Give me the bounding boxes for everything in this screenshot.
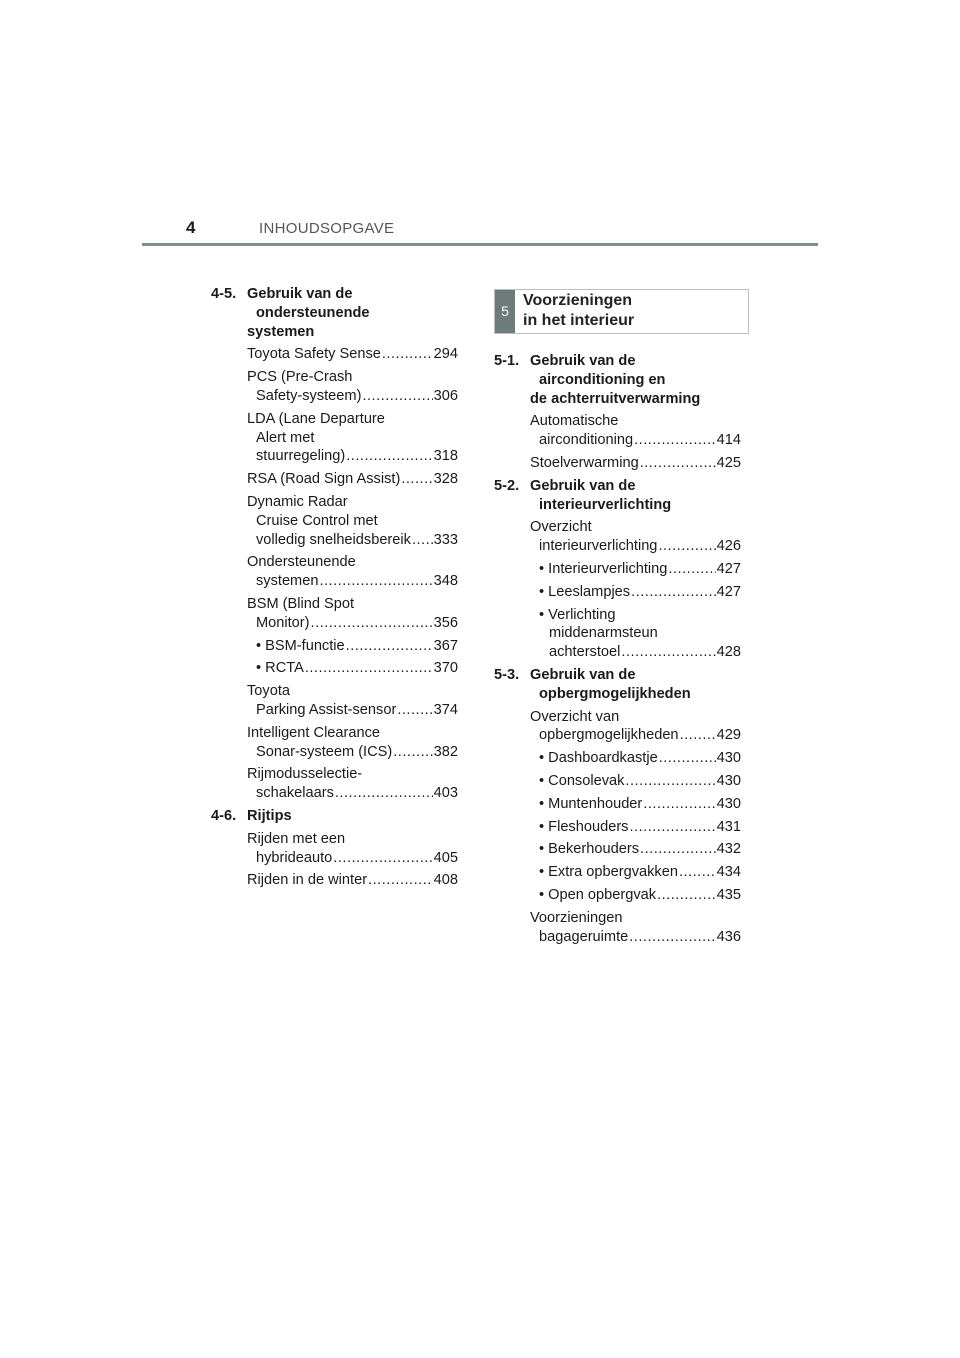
chapter-title bbox=[523, 291, 634, 331]
entry-title: bagageruimte bbox=[539, 928, 629, 945]
entry-page: 367 bbox=[433, 637, 458, 654]
entry-page: 356 bbox=[433, 614, 458, 631]
entry-title: Overzicht van bbox=[530, 708, 620, 725]
entry-title: Safety-systeem) bbox=[256, 387, 362, 404]
section-title: ondersteunende bbox=[256, 304, 370, 321]
entry-title: Toyota bbox=[247, 683, 290, 700]
chapter-title-line: Voorzieningen bbox=[523, 292, 633, 309]
toc-entry[interactable] bbox=[247, 765, 458, 803]
entry-title: Overzicht bbox=[530, 519, 592, 536]
toc-entry[interactable] bbox=[530, 909, 741, 947]
entry-page: 426 bbox=[716, 538, 741, 555]
entry-page: 427 bbox=[716, 560, 741, 577]
entry-title: BSM (Blind Spot bbox=[247, 595, 355, 612]
entry-page: 425 bbox=[716, 454, 741, 471]
toc-entry[interactable] bbox=[247, 553, 458, 591]
toc-entry[interactable] bbox=[539, 606, 741, 662]
entry-page: 306 bbox=[433, 387, 458, 404]
entry-title: RSA (Road Sign Assist) bbox=[247, 471, 401, 488]
entry-title: interieurverlichting bbox=[539, 538, 658, 555]
toc-entry[interactable] bbox=[530, 518, 741, 556]
entry-page: 348 bbox=[433, 573, 458, 590]
entry-title: • Muntenhouder bbox=[539, 795, 643, 812]
entry-title: Alert met bbox=[256, 429, 315, 446]
entry-title: • Verlichting bbox=[539, 606, 616, 623]
entry-title: Parking Assist-sensor bbox=[256, 701, 397, 718]
entry-title: Sonar-systeem (ICS) bbox=[256, 743, 393, 760]
section-title: Gebruik van de bbox=[530, 353, 636, 369]
entry-title: LDA (Lane Departure bbox=[247, 410, 385, 427]
entry-title: Rijden met een bbox=[247, 830, 346, 847]
toc-entry[interactable] bbox=[247, 595, 458, 633]
entry-title: • RCTA bbox=[256, 660, 304, 677]
page-header bbox=[142, 216, 818, 244]
section-title: Rijtips bbox=[247, 807, 292, 824]
toc-column-right bbox=[494, 352, 741, 950]
section-number: 4-5. bbox=[211, 286, 237, 302]
entry-page: 429 bbox=[716, 727, 741, 744]
section-number: 5-1. bbox=[494, 353, 520, 369]
entry-title: stuurregeling) bbox=[256, 448, 346, 465]
entry-page: 370 bbox=[433, 660, 458, 677]
entry-title: airconditioning bbox=[539, 432, 634, 449]
page-number: 4 bbox=[186, 218, 196, 237]
entry-title: hybrideauto bbox=[256, 849, 333, 866]
section-heading-4-5[interactable] bbox=[211, 285, 458, 341]
entry-page: 427 bbox=[716, 583, 741, 600]
toc-entry[interactable] bbox=[530, 454, 741, 473]
toc-entry[interactable] bbox=[247, 682, 458, 720]
section-heading-5-1[interactable] bbox=[494, 352, 741, 408]
section-title: airconditioning en bbox=[539, 371, 666, 388]
toc-entry[interactable] bbox=[539, 818, 741, 837]
toc-entry[interactable] bbox=[247, 871, 458, 890]
entry-page: 403 bbox=[433, 785, 458, 802]
entry-page: 374 bbox=[433, 701, 458, 718]
entry-title: volledig snelheidsbereik bbox=[256, 531, 411, 548]
toc-entry[interactable] bbox=[247, 724, 458, 762]
entry-title: • Bekerhouders bbox=[539, 841, 640, 858]
entry-title: Ondersteunende bbox=[247, 554, 356, 571]
section-heading-5-3[interactable] bbox=[494, 666, 741, 704]
page-title: INHOUDSOPGAVE bbox=[259, 220, 395, 237]
toc-entry[interactable] bbox=[247, 470, 458, 489]
section-number: 4-6. bbox=[211, 807, 237, 824]
entry-title: Rijden in de winter bbox=[247, 872, 368, 889]
entry-page: 435 bbox=[716, 886, 741, 903]
entry-title: Toyota Safety Sense bbox=[247, 346, 381, 363]
entry-title: schakelaars bbox=[256, 785, 334, 802]
entry-title: Automatische bbox=[530, 413, 619, 430]
entry-page: 408 bbox=[433, 872, 458, 889]
section-number: 5-2. bbox=[494, 477, 520, 494]
entry-page: 318 bbox=[433, 448, 458, 465]
toc-entry[interactable] bbox=[539, 840, 741, 859]
entry-page: 434 bbox=[716, 864, 741, 881]
entry-page: 430 bbox=[716, 795, 741, 812]
toc-entry[interactable] bbox=[256, 637, 458, 656]
toc-entry[interactable] bbox=[530, 708, 741, 746]
toc-entry[interactable] bbox=[256, 659, 458, 678]
toc-entry[interactable] bbox=[539, 772, 741, 791]
entry-page: 328 bbox=[433, 471, 458, 488]
toc-entry[interactable] bbox=[539, 863, 741, 882]
entry-title: • Consolevak bbox=[539, 772, 625, 789]
section-heading-4-6[interactable] bbox=[211, 807, 458, 826]
entry-page: 430 bbox=[716, 772, 741, 789]
entry-title: • Interieurverlichting bbox=[539, 560, 668, 577]
toc-entry[interactable] bbox=[539, 795, 741, 814]
entry-title: Dynamic Radar bbox=[247, 493, 348, 510]
toc-entry[interactable] bbox=[539, 886, 741, 905]
entry-title: Rijmodusselectie- bbox=[247, 766, 363, 783]
entry-title: systemen bbox=[256, 573, 319, 590]
section-title: opbergmogelijkheden bbox=[539, 685, 691, 702]
entry-page: 428 bbox=[716, 644, 741, 661]
section-title: interieurverlichting bbox=[539, 496, 672, 513]
entry-title: PCS (Pre-Crash bbox=[247, 369, 353, 386]
toc-entry[interactable] bbox=[539, 749, 741, 768]
toc-entry[interactable] bbox=[539, 583, 741, 602]
entry-title: • Leeslampjes bbox=[539, 583, 631, 600]
toc-entry[interactable] bbox=[247, 410, 458, 466]
section-title: systemen bbox=[247, 323, 315, 340]
entry-page: 294 bbox=[433, 346, 458, 363]
section-title: Gebruik van de bbox=[530, 477, 636, 494]
entry-page: 405 bbox=[433, 849, 458, 866]
entry-title: Voorzieningen bbox=[530, 909, 623, 926]
entry-title: • Fleshouders bbox=[539, 818, 629, 835]
toc-entry[interactable] bbox=[247, 493, 458, 549]
entry-page: 436 bbox=[716, 928, 741, 945]
entry-page: 430 bbox=[716, 750, 741, 767]
section-heading-5-2[interactable] bbox=[494, 477, 741, 515]
entry-title: middenarmsteun bbox=[549, 625, 658, 642]
section-title: de achterruitverwarming bbox=[530, 390, 701, 407]
chapter-title-line: in het interieur bbox=[523, 312, 635, 329]
entry-title: • Dashboardkastje bbox=[539, 750, 658, 767]
toc-entry[interactable] bbox=[530, 412, 741, 450]
entry-title: • Extra opbergvakken bbox=[539, 864, 678, 881]
toc-column-left bbox=[211, 285, 458, 894]
toc-entry[interactable] bbox=[247, 368, 458, 406]
entry-title: Stoelverwarming bbox=[530, 454, 639, 471]
header-rule bbox=[142, 243, 818, 246]
toc-entry[interactable] bbox=[539, 560, 741, 579]
entry-title: Cruise Control met bbox=[256, 512, 378, 529]
entry-page: 432 bbox=[716, 841, 741, 858]
section-title: Gebruik van de bbox=[530, 666, 636, 683]
entry-page: 382 bbox=[433, 743, 458, 760]
toc-entry[interactable] bbox=[247, 830, 458, 868]
entry-title: Monitor) bbox=[256, 614, 310, 631]
entry-title: Intelligent Clearance bbox=[247, 724, 381, 741]
entry-page: 333 bbox=[433, 531, 458, 548]
section-title: Gebruik van de bbox=[247, 286, 353, 302]
entry-title: achterstoel bbox=[549, 644, 621, 661]
entry-page: 414 bbox=[716, 432, 741, 449]
entry-page: 431 bbox=[716, 818, 741, 835]
entry-title: • Open opbergvak bbox=[539, 886, 657, 903]
entry-title: • BSM-functie bbox=[256, 637, 345, 654]
chapter-number-tab: 5 bbox=[495, 290, 515, 333]
section-number: 5-3. bbox=[494, 666, 520, 683]
entry-title: opbergmogelijkheden bbox=[539, 727, 679, 744]
chapter-heading-box[interactable] bbox=[494, 289, 749, 334]
toc-entry[interactable] bbox=[247, 345, 458, 364]
